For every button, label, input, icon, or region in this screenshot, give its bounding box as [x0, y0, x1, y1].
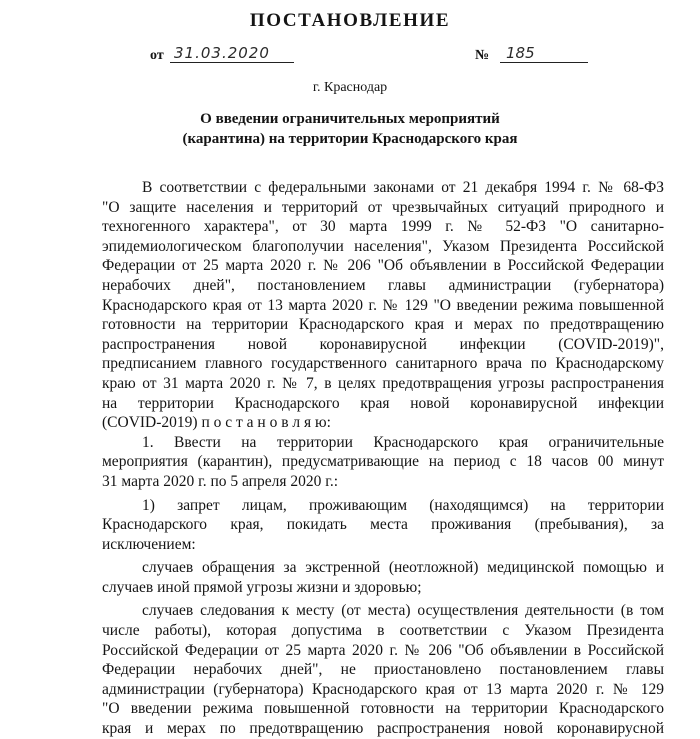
body-line: исключением:	[102, 535, 196, 553]
date-number-row	[0, 44, 700, 68]
body-line: администрации (губернатора) Краснодарского края от 13 марта 2020 г. № 129	[102, 680, 664, 698]
date-value: 31.03.2020	[170, 44, 294, 63]
subject-line-1: О введении ограничительных мероприятий	[200, 111, 500, 127]
number-label: №	[475, 48, 490, 63]
subject-heading	[0, 109, 700, 149]
body-line: 1) запрет лицам, проживающим (находящимся) на территории	[142, 496, 664, 514]
body-line: случаев обращения за экстренной (неотложной) медицинской помощью и	[142, 559, 664, 577]
city-line: г. Краснодар	[312, 80, 388, 95]
body-line: готовности на территории Краснодарского края и мерах по предотвращению	[102, 316, 664, 334]
body-line: краю от 31 марта 2020 г. № 7, в целях предотвращения угрозы распространения	[102, 374, 664, 392]
body-line: 31 марта 2020 г. по 5 апреля 2020 г.:	[102, 472, 339, 490]
body-line: Федерации от 25 марта 2020 г. № 206 "Об объявлении в Российской Федерации	[102, 257, 664, 275]
date-label: от	[150, 48, 164, 63]
body-line: числе работы), которая допустима в соответствии с Указом Президента	[102, 622, 664, 640]
body-line: мероприятия (карантин), предусматривающие на период с 18 часов 00 минут	[102, 453, 664, 471]
body-line: нерабочих дней", постановлением главы администрации (губернатора)	[102, 276, 664, 294]
body-line: Краснодарского края от 13 марта 2020 г. № 129 "О введении режима повышенной	[102, 296, 664, 314]
body-line: "О защите населения и территорий от чрезвычайных ситуаций природного и	[102, 198, 664, 216]
body-line: Краснодарского края, покидать места проживания (пребывания), за	[102, 516, 664, 534]
body-text	[102, 178, 664, 739]
body-line: на территории Краснодарского края новой коронавирусной инфекции	[102, 394, 664, 412]
body-line: Федерации нерабочих дней", не приостановлено постановлением главы	[102, 661, 664, 679]
body-line: края и мерах по предотвращению распространения новой коронавирусной	[102, 720, 664, 738]
body-line: случаев следования к месту (от места) осуществления деятельности (в том	[142, 602, 664, 620]
body-line: В соответствии с федеральными законами от 21 декабря 1994 г. № 68-ФЗ	[142, 179, 664, 196]
body-line: Российской Федерации от 25 марта 2020 г. № 206 "Об объявлении в Российской	[102, 641, 664, 659]
body-line: случаев иной прямой угрозы жизни и здоровью;	[102, 578, 422, 596]
body-line: предписанием главного государственного санитарного врача по Краснодарскому	[102, 355, 664, 373]
number-value: 185	[500, 44, 588, 63]
body-line: распространения новой коронавирусной инфекции (COVID-2019)",	[102, 335, 664, 353]
body-line: эпидемиологическом благополучии населения", Указом Президента Российской	[102, 237, 664, 255]
body-line: (COVID-2019) п о с т а н о в л я ю:	[102, 414, 331, 432]
subject-line-2: (карантина) на территории Краснодарского края	[182, 131, 518, 147]
body-line: 1. Ввести на территории Краснодарского края ограничительные	[142, 433, 664, 451]
document-title: ПОСТАНОВЛЕНИЕ	[249, 10, 451, 31]
body-line: "О введении режима повышенной готовности на территории Краснодарского	[102, 700, 664, 718]
body-line: техногенного характера", от 30 марта 1999 г. № 52-ФЗ "О санитарно-	[102, 218, 664, 236]
